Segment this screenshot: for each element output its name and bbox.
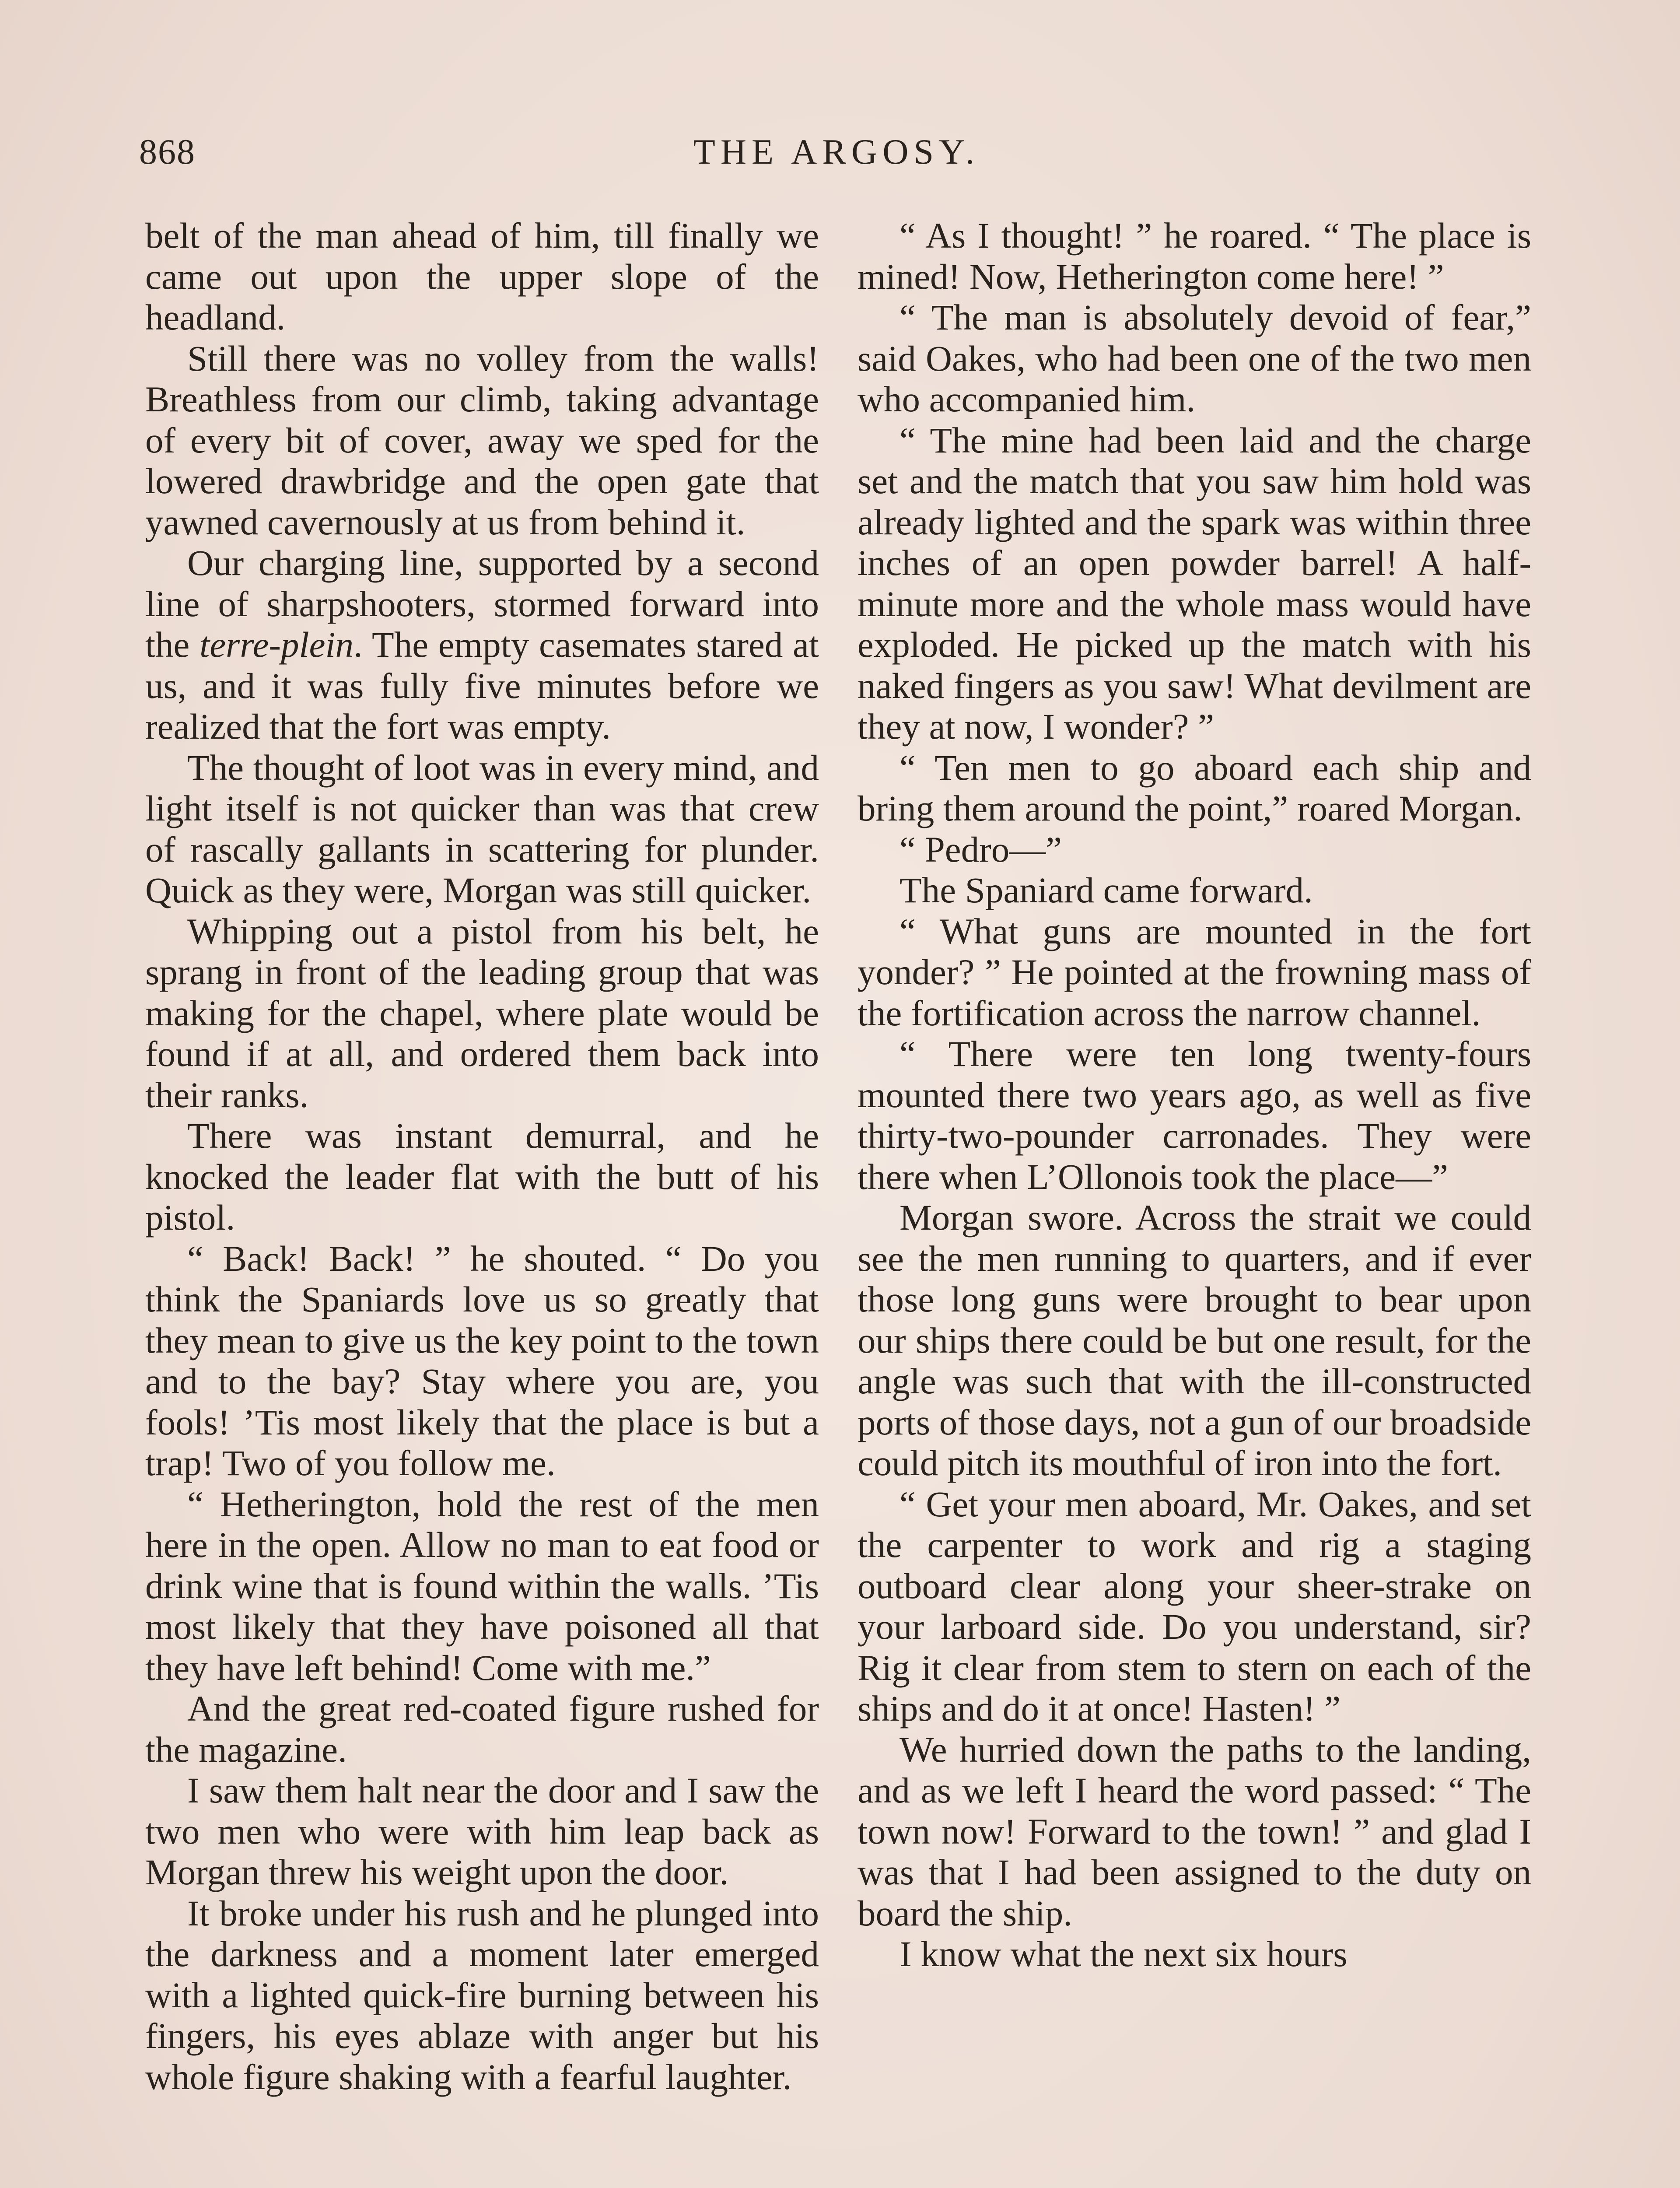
paragraph: Our charging line, supported by a second line of sharpshooters, stormed forward into the terre-plein. The empty casemates stared at us, and it was fully five minutes before we realized that the fort was empty. bbox=[145, 543, 819, 747]
paragraph: I saw them halt near the door and I saw the two men who were with him leap back as Morgan threw his weight upon the door. bbox=[145, 1770, 819, 1892]
paragraph: “ Hetherington, hold the rest of the men here in the open. Allow no man to eat food or drink wine that is found within the walls. ’Tis most likely that they have poisoned all that they have left behind! Come with me.” bbox=[145, 1483, 819, 1688]
paragraph: “ As I thought! ” he roared. “ The place is mined! Now, Hetherington come here! ” bbox=[858, 215, 1531, 297]
running-title: THE ARGOSY. bbox=[693, 132, 980, 172]
paragraph: “ There were ten long twenty-fours mounted there two years ago, as well as five thirty-two-pounder carronades. They were there when L’Ollonois took the place—” bbox=[858, 1034, 1531, 1197]
paragraph: We hurried down the paths to the landing, and as we left I heard the word passed: “ The town now! Forward to the town! ” and glad I was that I had been assigned to the duty on board the ship. bbox=[858, 1729, 1531, 1933]
paragraph: I know what the next six hours bbox=[900, 1934, 1348, 1974]
paragraph: “ The mine had been laid and the charge set and the match that you saw him hold was already lighted and the spark was within three inches of an open powder barrel! A half-minute more and the whole mass would have exploded. He picked up the match with his naked fingers as you saw! What devilment are they at now, I wonder? ” bbox=[858, 420, 1531, 747]
page-header bbox=[139, 131, 1534, 184]
paragraph: “ Back! Back! ” he shouted. “ Do you think the Spaniards love us so greatly that they mean to give us the key point to the town and to the bay? Stay where you are, you fools! ’Tis most likely that the place is but a trap! Two of you follow me. bbox=[145, 1238, 819, 1483]
page-number: 868 bbox=[139, 132, 196, 172]
paragraph: Morgan swore. Across the strait we could see the men running to quarters, and if ever those long guns were brought to bear upon our ships there could be but one result, for the angle was such that with the ill-constructed ports of those days, not a gun of our broadside could pitch its mouthful of iron into the fort. bbox=[858, 1197, 1531, 1483]
paragraph: The thought of loot was in every mind, and light itself is not quicker than was that crew of rascally gallants in scattering for plunder. Quick as they were, Morgan was still quicker. bbox=[145, 747, 819, 910]
paragraph: belt of the man ahead of him, till finally we came out upon the upper slope of the headland. bbox=[145, 215, 819, 337]
paragraph: “ The man is absolutely devoid of fear,” said Oakes, who had been one of the two men who accompanied him. bbox=[858, 297, 1531, 419]
right-column bbox=[858, 215, 1531, 1975]
paragraph: It broke under his rush and he plunged into the darkness and a moment later emerged with a lighted quick-fire burning between his fingers, his eyes ablaze with anger but his whole figure shaking with a fearful laughter. bbox=[145, 1893, 819, 2097]
paragraph: The Spaniard came forward. bbox=[900, 870, 1313, 910]
paragraph: There was instant demurral, and he knocked the leader flat with the butt of his pistol. bbox=[145, 1115, 819, 1238]
italic-term: terre-plein bbox=[200, 624, 354, 665]
paragraph: And the great red-coated figure rushed for the magazine. bbox=[145, 1688, 819, 1770]
left-column bbox=[145, 215, 819, 2097]
paragraph: “ Pedro—” bbox=[900, 829, 1062, 870]
paragraph: Whipping out a pistol from his belt, he sprang in front of the leading group that was making for the chapel, where plate would be found if at all, and ordered them back into their ranks. bbox=[145, 911, 819, 1115]
paragraph: “ Get your men aboard, Mr. Oakes, and set the carpenter to work and rig a staging outboard clear along your sheer-strake on your larboard side. Do you understand, sir? Rig it clear from stem to stern on each of the ships and do it at once! Hasten! ” bbox=[858, 1483, 1531, 1729]
paragraph: Still there was no volley from the walls! Breathless from our climb, taking advantage of every bit of cover, away we sped for the lowered drawbridge and the open gate that yawned cavernously at us from behind it. bbox=[145, 338, 819, 542]
paragraph: “ Ten men to go aboard each ship and bring them around the point,” roared Morgan. bbox=[858, 747, 1531, 828]
paragraph: “ What guns are mounted in the fort yonder? ” He pointed at the frowning mass of the fortification across the narrow channel. bbox=[858, 911, 1531, 1033]
